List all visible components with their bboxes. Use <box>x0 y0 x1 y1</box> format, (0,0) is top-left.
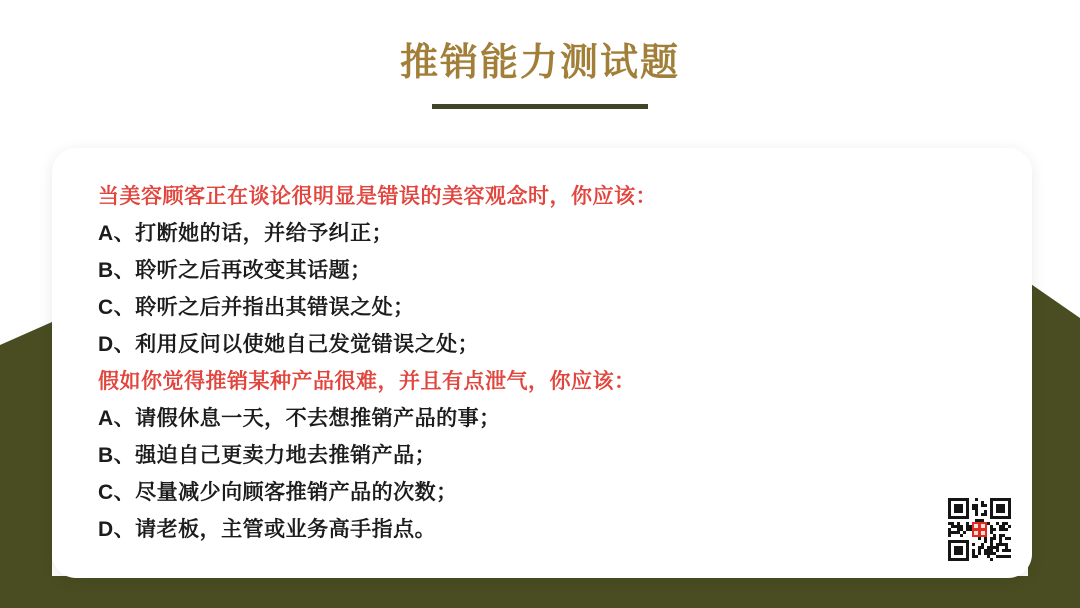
question-2-option-d: D、请老板，主管或业务高手指点。 <box>98 518 437 541</box>
question-2-option-c: C、尽量减少向顾客推销产品的次数； <box>98 481 458 504</box>
question-1-option-c: C、聆听之后并指出其错误之处； <box>98 296 415 319</box>
question-1-option-b: B、聆听之后再改变其话题； <box>98 259 372 282</box>
olive-strip-bottom-decoration <box>0 576 1080 608</box>
question-2-prompt: 假如你觉得推销某种产品很难，并且有点泄气，你应该： <box>98 370 636 393</box>
question-1-prompt: 当美容顾客正在谈论很明显是错误的美容观念时，你应该： <box>98 185 657 208</box>
olive-wedge-left-decoration <box>0 322 52 608</box>
title-underline <box>432 104 648 109</box>
question-1-option-a: A、打断她的话，并给予纠正； <box>98 222 394 245</box>
question-2-option-a: A、请假休息一天，不去想推销产品的事； <box>98 407 501 430</box>
qr-code <box>948 498 1011 561</box>
qr-center-seal <box>972 522 987 537</box>
question-2-option-b: B、强迫自己更卖力地去推销产品； <box>98 444 437 467</box>
header <box>0 0 1080 109</box>
quiz-card <box>52 148 1032 578</box>
olive-wedge-right-decoration <box>1028 282 1080 608</box>
question-1-option-d: D、利用反问以使她自己发觉错误之处； <box>98 333 480 356</box>
page-title: 推销能力测试题 <box>399 42 680 84</box>
